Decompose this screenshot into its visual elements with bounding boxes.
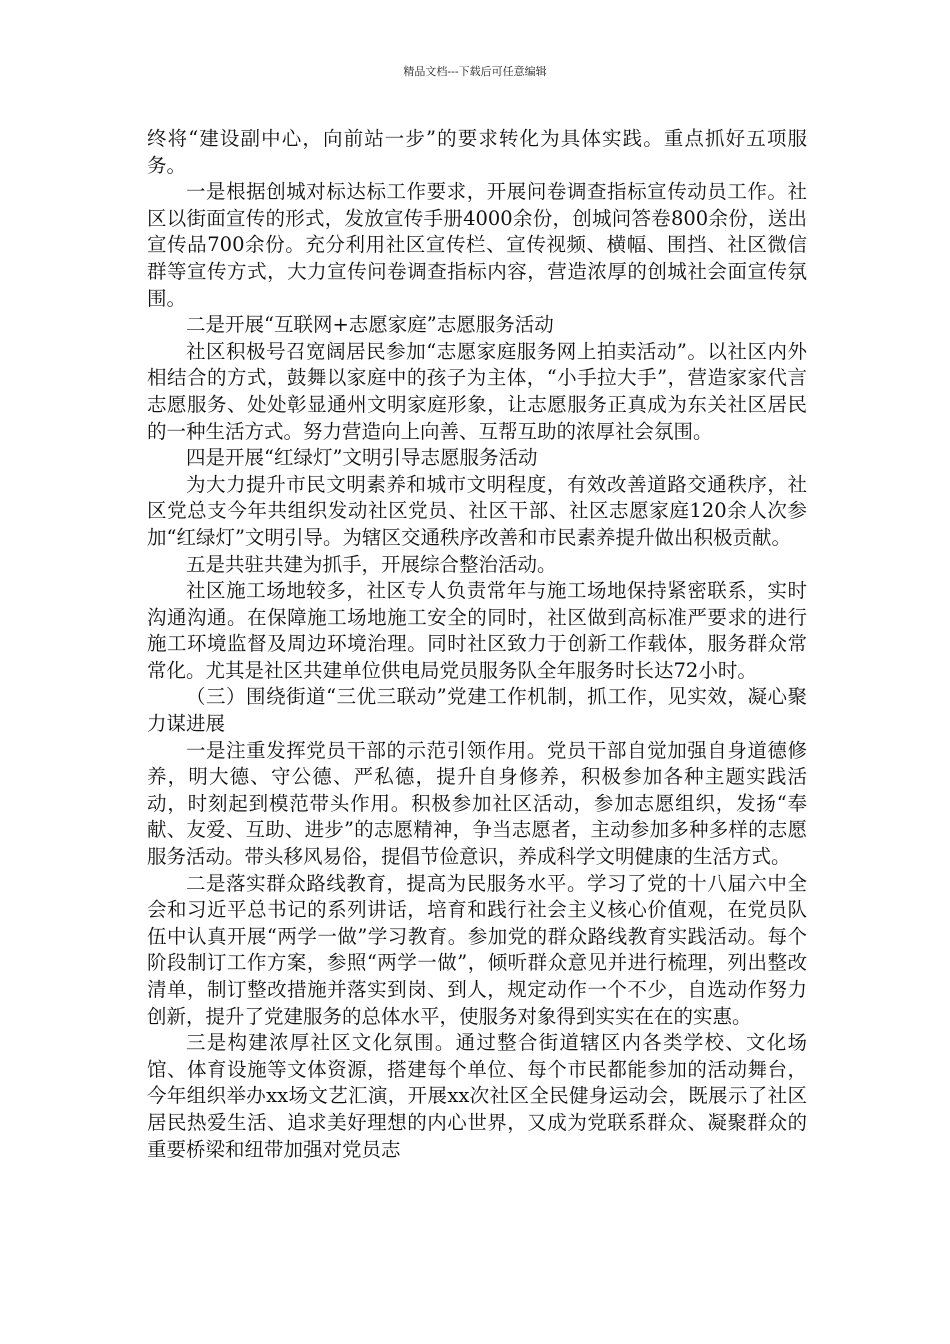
paragraph: 一是注重发挥党员干部的示范引领作用。党员干部自觉加强自身道德修养，明大德、守公德、严私德，提升自身修养，积极参加各种主题实践活动，时刻起到模范带头作用。积极参加社区活动，参加志愿组织，发扬“奉献、友爱、互助、进步”的志愿精神，争当志愿者，主动参加多种多样的志愿服务活动。带头移风易俗，提倡节俭意识，养成科学文明健康的生活方式。 <box>147 738 807 869</box>
paragraph: 四是开展“红绿灯”文明引导志愿服务活动 <box>186 446 538 470</box>
page-header: 精品文档---下载后可任意编辑 <box>403 65 547 78</box>
paragraph: 社区积极号召宽阔居民参加“志愿家庭服务网上拍卖活动”。以社区内外相结合的方式，鼓舞以家庭中的孩子为主体，“小手拉大手”，营造家家代言志愿服务、处处彰显通州文明家庭形象，让志愿服务正真成为东关社区居民的一种生活方式。努力营造向上向善、互帮互助的浓厚社会氛围。 <box>147 339 807 443</box>
paragraph: 一是根据创城对标达标工作要求，开展问卷调查指标宣传动员工作。社区以街面宣传的形式，发放宣传手册4000余份，创城问答卷800余份，送出宣传品700余份。充分利用社区宣传栏、宣传视频、横幅、围挡、社区微信群等宣传方式，大力宣传问卷调查指标内容，营造浓厚的创城社会面宣传氛围。 <box>147 180 807 310</box>
document-body <box>147 126 807 1163</box>
paragraph: 五是共驻共建为抓手，开展综合整治活动。 <box>186 552 557 576</box>
paragraph: 三是构建浓厚社区文化氛围。通过整合街道辖区内各类学校、文化场馆、体育设施等文体资源，搭建每个单位、每个市民都能参加的活动舞台，今年组织举办xx场文艺汇演，开展xx次社区全民健身运动会，既展示了社区居民热爱生活、追求美好理想的内心世界，又成为党联系群众、凝聚群众的重要桥梁和纽带加强对党员志 <box>147 1031 807 1161</box>
paragraph: 终将“建设副中心，向前站一步”的要求转化为具体实践。重点抓好五项服务。 <box>147 127 807 177</box>
paragraph: 二是开展“互联网+志愿家庭”志愿服务活动 <box>186 313 554 337</box>
paragraph: 二是落实群众路线教育，提高为民服务水平。学习了党的十八届六中全会和习近平总书记的系列讲话，培育和践行社会主义核心价值观，在党员队伍中认真开展“两学一做”学习教育。参加党的群众路线教育实践活动。每个阶段制订工作方案，参照“两学一做”，倾听群众意见并进行梳理，列出整改清单，制订整改措施并落实到岗、到人，规定动作一个不少，自选动作努力创新，提升了党建服务的总体水平，使服务对象得到实实在在的实惠。 <box>147 871 807 1028</box>
paragraph: 为大力提升市民文明素养和城市文明程度，有效改善道路交通秩序，社区党总支今年共组织发动社区党员、社区干部、社区志愿家庭120余人次参加“红绿灯”文明引导。为辖区交通秩序改善和市民素养提升做出积极贡献。 <box>147 472 807 549</box>
paragraph: 社区施工场地较多，社区专人负责常年与施工场地保持紧密联系，实时沟通沟通。在保障施工场地施工安全的同时，社区做到高标准严要求的进行施工环境监督及周边环境治理。同时社区致力于创新工作载体，服务群众常常化。尤其是社区共建单位供电局党员服务队全年服务时长达72小时。 <box>147 579 807 682</box>
paragraph: （三）围绕街道“三优三联动”党建工作机制，抓工作，见实效，凝心聚力谋进展 <box>147 685 807 736</box>
